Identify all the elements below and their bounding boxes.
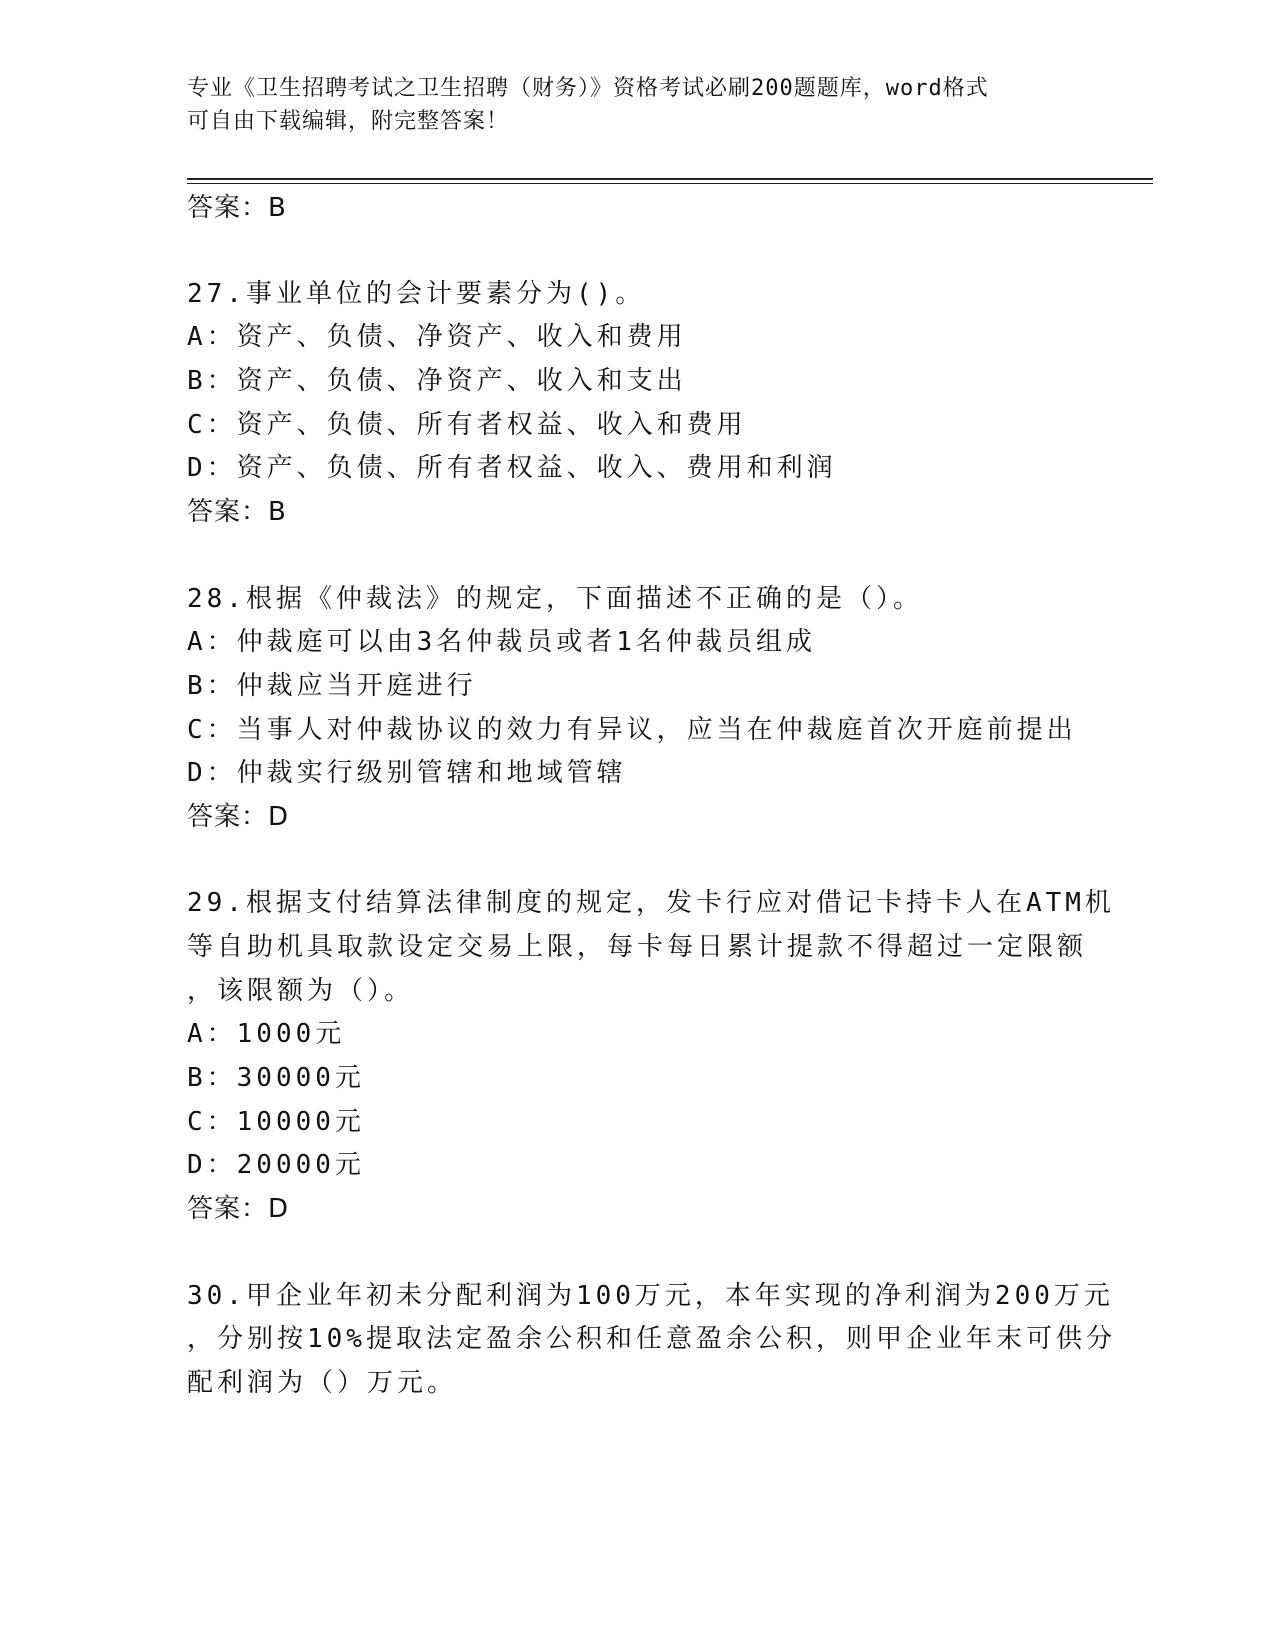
option-29-c: C：10000元 — [187, 1107, 365, 1137]
option-27-d: D：资产、负债、所有者权益、收入、费用和利润 — [187, 453, 837, 483]
answer-q28: 答案：D — [187, 802, 290, 832]
option-29-a: A：1000元 — [187, 1019, 346, 1049]
document-header — [187, 72, 1087, 138]
answer-q26: 答案：B — [187, 193, 287, 223]
question-29-line-1: 29.根据支付结算法律制度的规定，发卡行应对借记卡持卡人在ATM机 — [187, 888, 1115, 918]
option-28-b: B：仲裁应当开庭进行 — [187, 671, 477, 701]
question-29-line-3: ，该限额为（）。 — [187, 976, 415, 1006]
option-29-b: B：30000元 — [187, 1063, 365, 1093]
option-27-c: C：资产、负债、所有者权益、收入和费用 — [187, 410, 747, 440]
option-28-d: D：仲裁实行级别管辖和地域管辖 — [187, 758, 627, 788]
option-28-c: C：当事人对仲裁协议的效力有异议，应当在仲裁庭首次开庭前提出 — [187, 715, 1077, 745]
option-28-a: A：仲裁庭可以由3名仲裁员或者1名仲裁员组成 — [187, 627, 816, 657]
option-27-b: B：资产、负债、净资产、收入和支出 — [187, 366, 687, 396]
question-30-line-3: 配利润为（）万元。 — [187, 1368, 458, 1398]
question-28: 28.根据《仲裁法》的规定，下面描述不正确的是（）。 — [187, 584, 923, 614]
question-27: 27.事业单位的会计要素分为()。 — [187, 279, 646, 309]
header-line-1: 专业《卫生招聘考试之卫生招聘（财务）》资格考试必刷200题题库，word格式 — [187, 76, 989, 101]
header-rule-thick — [187, 178, 1153, 180]
answer-q29: 答案：D — [187, 1194, 290, 1224]
header-line-2: 可自由下载编辑，附完整答案！ — [187, 109, 510, 134]
option-29-d: D：20000元 — [187, 1150, 365, 1180]
option-27-a: A：资产、负债、净资产、收入和费用 — [187, 322, 687, 352]
header-rule-thin — [187, 183, 1153, 184]
question-30-line-1: 30.甲企业年初未分配利润为100万元，本年实现的净利润为200万元 — [187, 1281, 1114, 1311]
question-30-line-2: ，分别按10%提取法定盈余公积和任意盈余公积，则甲企业年末可供分 — [187, 1324, 1116, 1354]
question-29-line-2: 等自助机具取款设定交易上限，每卡每日累计提款不得超过一定限额 — [187, 932, 1088, 962]
answer-q27: 答案：B — [187, 497, 287, 527]
